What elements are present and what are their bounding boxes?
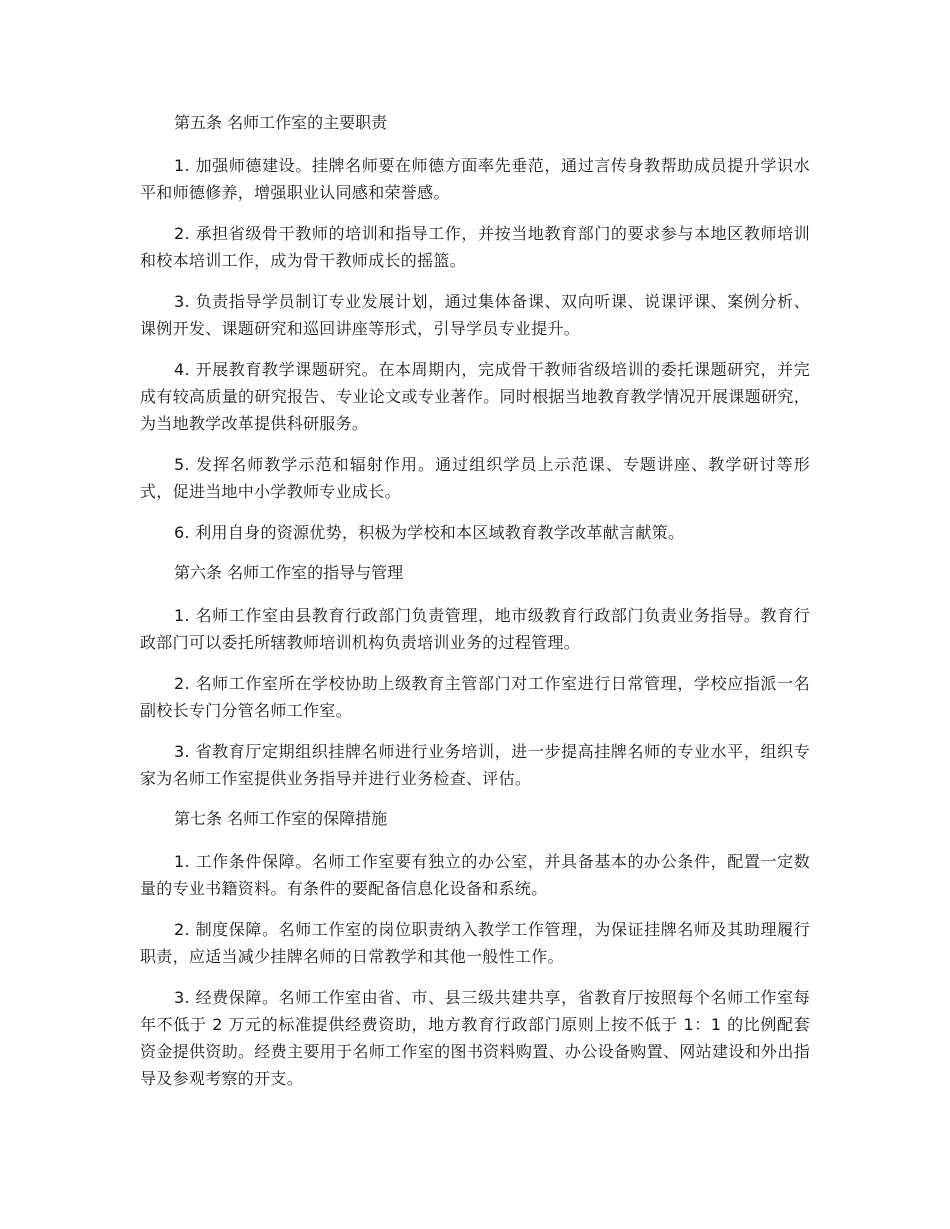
section-heading: 第五条 名师工作室的主要职责 [174,113,388,132]
paragraph: 3. 经费保障。名师工作室由省、市、县三级共建共享，省教育厅按照每个名师工作室每年不低于 2 万元的标准提供经费资助，地方教育行政部门原则上按不低于 1：1 的比例配套资金提供资助。经费主要用于名师工作室的图书资料购置、办公设备购置、网站建设和外出指导及参观考察的开支。 [140,988,810,1088]
paragraph: 1. 加强师德建设。挂牌名师要在师德方面率先垂范，通过言传身教帮助成员提升学识水平和师德修养，增强职业认同感和荣誉感。 [140,156,810,202]
paragraph: 6. 利用自身的资源优势，积极为学校和本区域教育教学改革献言献策。 [174,523,685,542]
paragraph: 5. 发挥名师教学示范和辐射作用。通过组织学员上示范课、专题讲座、教学研讨等形式，促进当地中小学教师专业成长。 [140,455,810,501]
paragraph: 2. 制度保障。名师工作室的岗位职责纳入教学工作管理，为保证挂牌名师及其助理履行职责，应适当减少挂牌名师的日常教学和其他一般性工作。 [140,920,810,966]
section-5 [140,110,810,546]
paragraph: 2. 承担省级骨干教师的培训和指导工作，并按当地教育部门的要求参与本地区教师培训和校本培训工作，成为骨干教师成长的摇篮。 [140,224,810,270]
paragraph: 3. 省教育厅定期组织挂牌名师进行业务培训，进一步提高挂牌名师的专业水平，组织专家为名师工作室提供业务指导并进行业务检查、评估。 [140,742,810,788]
paragraph: 2. 名师工作室所在学校协助上级教育主管部门对工作室进行日常管理，学校应指派一名副校长专门分管名师工作室。 [140,674,810,720]
section-7 [140,806,810,1092]
paragraph: 3. 负责指导学员制订专业发展计划，通过集体备课、双向听课、说课评课、案例分析、课例开发、课题研究和巡回讲座等形式，引导学员专业提升。 [140,292,810,338]
paragraph: 1. 工作条件保障。名师工作室要有独立的办公室，并具备基本的办公条件，配置一定数量的专业书籍资料。有条件的要配备信息化设备和系统。 [140,852,810,898]
paragraph: 1. 名师工作室由县教育行政部门负责管理，地市级教育行政部门负责业务指导。教育行政部门可以委托所辖教师培训机构负责培训业务的过程管理。 [140,606,810,652]
section-heading: 第六条 名师工作室的指导与管理 [174,563,404,582]
paragraph: 4. 开展教育教学课题研究。在本周期内，完成骨干教师省级培训的委托课题研究，并完成有较高质量的研究报告、专业论文或专业著作。同时根据当地教育教学情况开展课题研究，为当地教学改革提供科研服务。 [140,360,810,433]
section-heading: 第七条 名师工作室的保障措施 [174,809,388,828]
section-6 [140,560,810,792]
document-page [140,110,810,1106]
